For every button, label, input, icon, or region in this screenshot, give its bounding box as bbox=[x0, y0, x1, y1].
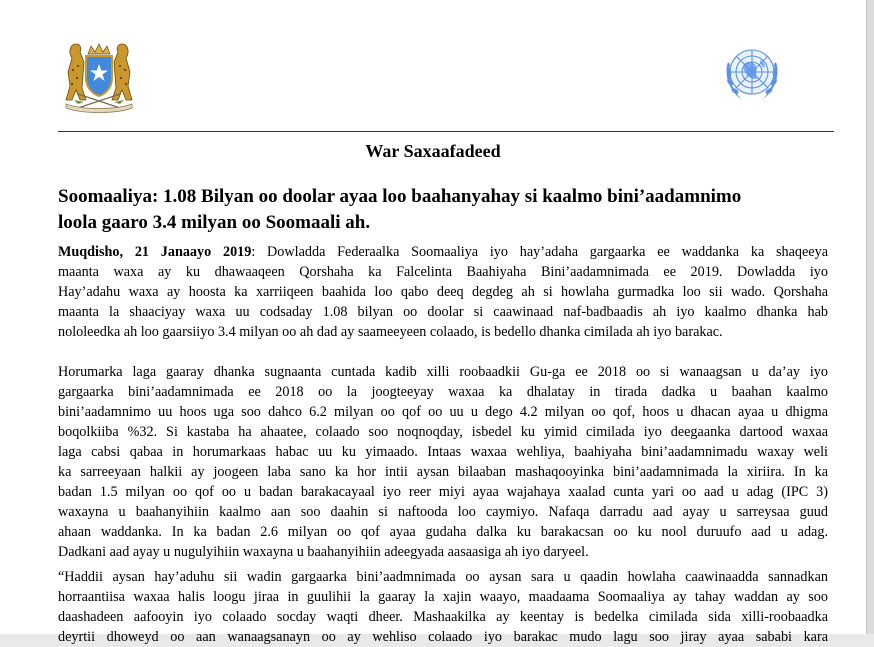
paragraph-line: horraantiisa waxaa halis loogu jiraa in guulihii la gaaray la xajin waayo, maadaama Soomaaliya ay tahay waddan ay soo bbox=[58, 589, 828, 605]
paragraph-line: laga cabsi qabaa in horumarkaas habac uu ku yimaado. Intaas waxaa wehliya, baahiyaha bini’aadamnimadu waxay weli bbox=[58, 444, 828, 460]
paragraph-line: daashadeen aafooyin iyo colaado socday waqti dheer. Mashaakilka ay keentay is bedelka cimilada sida xilli-roobaadka bbox=[58, 609, 828, 625]
dateline: Muqdisho, 21 Janaayo 2019 bbox=[58, 244, 252, 260]
paragraph-line: ka sarreeyaan halkii ay joogeen laba sano ka hor intii aysan bilaaban mashaqooyinka bini’aadamnimada la xiriira. In ka bbox=[58, 464, 828, 480]
paragraph-line: ahaan waddanka. In ka badan 2.6 milyan oo qof ayaa gudaha dalka ku barakacsan oo ku nool duruufo aad u adag. bbox=[58, 524, 828, 540]
title-line: Soomaaliya: 1.08 Bilyan oo doolar ayaa loo baahanyahay si kaalmo bini’aadamnimo bbox=[58, 186, 742, 207]
paragraph-line: maanta waxa ay ku dhawaaqeen Qorshaha ka Falcelinta Baahiyaha Bini’aadamnimada ee 2019. Dowladda iyo bbox=[58, 264, 828, 280]
paragraph-line: maanta la shaaciyay waxa uu codsaday 1.08 bilyan oo doolar si caawinaad naf-badbaadis ah iyo kaalmo dhanka hab bbox=[58, 304, 828, 320]
paragraph-line: deyrtii dhoweyd oo aan wanaagsanayn oo ay wehliso colaado iyo barakac mudo lagu soo jiray ayaa sababi kara bbox=[58, 629, 828, 645]
paragraph-line-text: : Dowladda Federaalka Soomaaliya iyo hay’adaha gargaarka ee waddanka ka shaqeeya bbox=[251, 244, 828, 260]
un-emblem-logo bbox=[720, 38, 784, 112]
paragraph-line: nololeedka ah loo gaarsiiyo 3.4 milyan oo ah dad ay saameeyeen colaado, is bedello dhanka cimilada ah iyo barakac. bbox=[58, 324, 723, 340]
paragraph-line: badan 1.5 milyan oo qof oo u badan barakacayaal iyo reer miyi ayaa wajahaya xaalad cunta yari oo aad u adag (IPC 3) bbox=[58, 484, 828, 500]
paragraph-line: waxayna u baahanyihiin kaalmo aan soo daahin si naftooda loo caymiyo. Nafaqa darradu aad ayay u sarreysaa guud bbox=[58, 504, 828, 520]
paragraph-3 bbox=[58, 567, 828, 647]
paragraph-line: “Haddii aysan hay’aduhu sii wadin gargaarka bini’aadmnimada oo aysan sara u qaadin howlaha caawinaadda sannadkan bbox=[58, 569, 828, 585]
paragraph-line bbox=[58, 242, 828, 262]
press-release-heading: War Saxaafadeed bbox=[365, 141, 501, 161]
header-divider bbox=[58, 131, 834, 132]
title-line: loola gaaro 3.4 milyan oo Soomaali ah. bbox=[58, 212, 371, 233]
left-leopard-icon bbox=[66, 44, 86, 100]
paragraph-line: Dadkani aad ayay u nugulyihiin waxayna u baahanyihiin adeegyada aasaasiga ah iyo daryeel. bbox=[58, 544, 589, 560]
press-release-title bbox=[58, 184, 818, 236]
paragraph-line: Hay’adahu waxa ay hoosta ka xarriiqeen baahida loo qabo deeq degdeg ah si howlaha gurmadka loo sii wado. Qorshaha bbox=[58, 284, 828, 300]
paragraph-1 bbox=[58, 242, 828, 342]
paragraph-line: boqolkiiba %32. Si kastaba ha ahaatee, colaado soo noqnoqday, isbedel ku yimid cimilada iyo deegaanka dartood waxaa bbox=[58, 424, 828, 440]
right-leopard-icon bbox=[112, 44, 132, 100]
paragraph-2 bbox=[58, 362, 828, 562]
paragraph-line: gargaarka bini’aadamnimada ee 2018 oo la joogteeyay waxaa ka dhalatay in tirada dadka u baahan kaalmo bbox=[58, 384, 828, 400]
paragraph-line: bini’aadamnimo uu hoos uga soo dahco 6.2 milyan oo qof oo uu u dego 4.2 milyan oo qof, hoos u dhacan ayaa u dhigma bbox=[58, 404, 828, 420]
paragraph-line: Horumarka laga gaaray dhanka sugnaanta cuntada kadib xilli roobaadkii Gu-ga ee 2018 oo si wanaagsan u da’ay iyo bbox=[58, 364, 828, 380]
page-edge-shadow bbox=[866, 0, 874, 634]
somalia-coat-of-arms-logo bbox=[58, 38, 140, 114]
